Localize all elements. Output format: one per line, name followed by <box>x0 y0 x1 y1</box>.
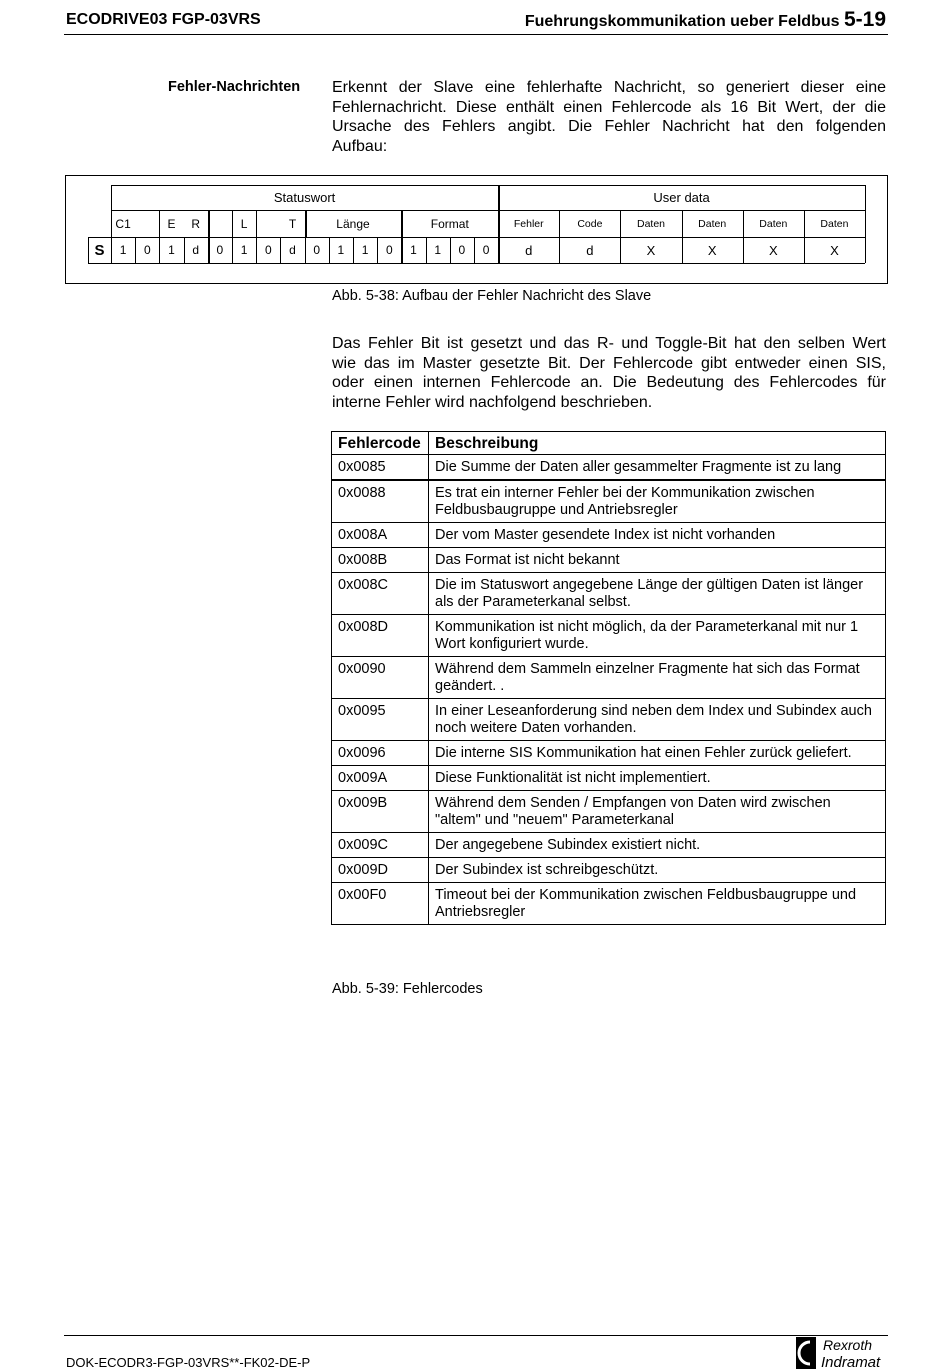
frame-grid-line <box>208 210 210 263</box>
frame-grid-line <box>865 185 866 263</box>
bit-cell: 0 <box>264 243 272 257</box>
userdata-header: User data <box>653 190 710 205</box>
error-code-table <box>331 431 886 925</box>
userdata-label: Daten <box>759 217 788 230</box>
rexroth-indramat-logo <box>796 1336 888 1370</box>
error-code-cell: 0x009C <box>332 833 429 858</box>
bit-cell: 1 <box>337 243 345 257</box>
table-row <box>332 741 886 766</box>
column-header-description: Beschreibung <box>429 432 886 455</box>
svg-text:Indramat: Indramat <box>821 1354 881 1370</box>
frame-grid-line <box>305 237 306 263</box>
frame-grid-line <box>159 237 160 263</box>
intro-line: Aufbau: <box>332 137 388 155</box>
frame-grid-line <box>256 210 257 237</box>
userdata-value: X <box>646 242 656 258</box>
statuswort-header: Statuswort <box>273 190 336 205</box>
intro-line: Erkennt der Slave eine fehlerhafte Nachricht, so generiert dieser eine <box>332 79 886 96</box>
bit-cell: 0 <box>313 243 321 257</box>
error-description-cell: In einer Leseanforderung sind neben dem Index und Subindex auch noch weitere Daten vorhanden. <box>429 699 886 741</box>
frame-grid-line <box>450 237 451 263</box>
error-code-cell: 0x00F0 <box>332 883 429 925</box>
field-label-l: L <box>240 216 248 231</box>
table-row <box>332 480 886 523</box>
table-row <box>332 657 886 699</box>
table-caption: Abb. 5-39: Fehlercodes <box>332 981 483 997</box>
bit-cell: d <box>192 243 200 257</box>
intro-paragraph <box>332 78 886 156</box>
userdata-value: X <box>707 242 717 258</box>
error-description-cell: Der Subindex ist schreibgeschützt. <box>429 858 886 883</box>
description-line: Das Fehler Bit ist gesetzt und das R- und Toggle-Bit hat den selben Wert <box>332 335 886 352</box>
footer-rule <box>64 1335 888 1336</box>
table-body <box>332 455 886 925</box>
table-row <box>332 883 886 925</box>
userdata-label: Daten <box>820 217 849 230</box>
frame-grid-line <box>88 263 865 264</box>
description-line: wie das im Master gesetzte Bit. Der Fehlercode gibt entweder einen SIS, <box>332 354 886 372</box>
frame-grid-line <box>135 237 136 263</box>
frame-grid-line <box>256 237 257 263</box>
field-label-laenge: Länge <box>336 216 370 231</box>
bit-cell: d <box>289 243 296 257</box>
error-description-cell: Das Format ist nicht bekannt <box>429 548 886 573</box>
error-description-cell: Es trat ein interner Fehler bei der Kommunikation zwischen Feldbusbaugruppe und Antriebsregler <box>429 480 886 523</box>
error-description-cell: Die im Statuswort angegebene Länge der gültigen Daten ist länger als der Parameterkanal selbst. <box>429 573 886 615</box>
frame-grid-line <box>184 237 185 263</box>
error-description-cell: Der vom Master gesendete Index ist nicht vorhanden <box>429 523 886 548</box>
error-description-cell: Während dem Sammeln einzelner Fragmente hat sich das Format geändert. . <box>429 657 886 699</box>
frame-grid-line <box>426 237 427 263</box>
bit-cell: 0 <box>482 243 490 257</box>
side-heading: Fehler-Nachrichten <box>168 79 301 95</box>
error-description-cell: Timeout bei der Kommunikation zwischen Feldbusbaugruppe und Antriebsregler <box>429 883 886 925</box>
userdata-value: d <box>586 242 594 258</box>
table-row <box>332 766 886 791</box>
bit-cell: 0 <box>216 243 224 257</box>
error-description-cell: Die Summe der Daten aller gesammelter Fragmente ist zu lang <box>429 455 886 481</box>
error-code-cell: 0x0090 <box>332 657 429 699</box>
bit-cell: 1 <box>410 243 417 257</box>
field-label-r: R <box>191 216 201 231</box>
table-row <box>332 548 886 573</box>
bit-cell: 0 <box>385 243 393 257</box>
error-description-cell: Der angegebene Subindex existiert nicht. <box>429 833 886 858</box>
userdata-label: Code <box>577 217 603 230</box>
bit-cell: 1 <box>168 243 175 257</box>
table-row <box>332 791 886 833</box>
field-label-t: T <box>288 216 297 231</box>
error-code-cell: 0x008D <box>332 615 429 657</box>
page-number: 5-19 <box>843 8 886 31</box>
userdata-value: X <box>830 242 839 258</box>
error-description-cell: Kommunikation ist nicht möglich, da der Parameterkanal mit nur 1 Wort konfiguriert wurde. <box>429 615 886 657</box>
error-code-cell: 0x009B <box>332 791 429 833</box>
error-code-cell: 0x0088 <box>332 480 429 523</box>
error-code-cell: 0x009A <box>332 766 429 791</box>
table-row <box>332 833 886 858</box>
table-row <box>332 523 886 548</box>
header-chapter <box>525 8 886 32</box>
error-code-cell: 0x008C <box>332 573 429 615</box>
frame-grid-line <box>377 237 378 263</box>
svg-text:Rexroth: Rexroth <box>823 1337 873 1353</box>
bit-cell: 0 <box>458 243 466 257</box>
bit-cell: 1 <box>119 243 127 257</box>
error-code-cell: 0x008A <box>332 523 429 548</box>
intro-line: Ursache des Fehlers angibt. Die Fehler Nachricht hat den folgenden <box>332 118 886 135</box>
error-description-cell: Während dem Senden / Empfangen von Daten wird zwischen "altem" und "neuem" Parameterkanal <box>429 791 886 833</box>
table-header-row <box>332 432 886 455</box>
header-rule <box>64 34 888 35</box>
frame-grid-line <box>280 237 281 263</box>
bit-cell: 1 <box>361 243 369 257</box>
table-row <box>332 858 886 883</box>
header-chapter-title: Fuehrungskommunikation ueber Feldbus <box>524 13 840 30</box>
bit-cell: 1 <box>240 243 248 257</box>
error-description-cell: Die interne SIS Kommunikation hat einen Fehler zurück geliefert. <box>429 741 886 766</box>
footer-doc-id: DOK-ECODR3-FGP-03VRS**-FK02-DE-P <box>66 1355 311 1370</box>
table-row <box>332 455 886 481</box>
frame-grid-line <box>474 237 475 263</box>
table-row <box>332 615 886 657</box>
table-row <box>332 573 886 615</box>
frame-grid-line <box>232 237 233 263</box>
figure-caption: Abb. 5-38: Aufbau der Fehler Nachricht des Slave <box>332 288 652 304</box>
error-code-cell: 0x0096 <box>332 741 429 766</box>
userdata-value: d <box>525 242 533 258</box>
slave-row-label: S <box>94 241 105 259</box>
bit-cell: 1 <box>434 243 442 257</box>
header-doc-title: ECODRIVE03 FGP-03VRS <box>66 11 261 28</box>
description-line: oder einen internen Fehlercode an. Die Bedeutung des Fehlercodes für <box>332 374 886 391</box>
field-label-e: E <box>167 216 176 231</box>
frame-grid-line <box>353 237 354 263</box>
error-code-cell: 0x008B <box>332 548 429 573</box>
userdata-label: Daten <box>698 217 727 230</box>
field-label-c1: C1 <box>115 216 131 231</box>
bit-cell: 0 <box>143 243 151 257</box>
table-row <box>332 699 886 741</box>
error-code-cell: 0x0085 <box>332 455 429 481</box>
userdata-label: Fehler <box>513 217 544 230</box>
userdata-value: X <box>768 242 778 258</box>
column-header-code: Fehlercode <box>332 432 429 455</box>
field-label-format: Format <box>430 216 469 231</box>
description-paragraph <box>332 334 886 412</box>
description-line: interne Fehler wird nachfolgend beschrieben. <box>332 393 653 411</box>
error-code-cell: 0x0095 <box>332 699 429 741</box>
error-code-cell: 0x009D <box>332 858 429 883</box>
intro-line: Fehlernachricht. Diese enthält einen Fehlercode als 16 Bit Wert, der die <box>332 98 886 116</box>
userdata-label: Daten <box>637 217 666 230</box>
error-description-cell: Diese Funktionalität ist nicht implementiert. <box>429 766 886 791</box>
frame-grid-line <box>329 237 330 263</box>
